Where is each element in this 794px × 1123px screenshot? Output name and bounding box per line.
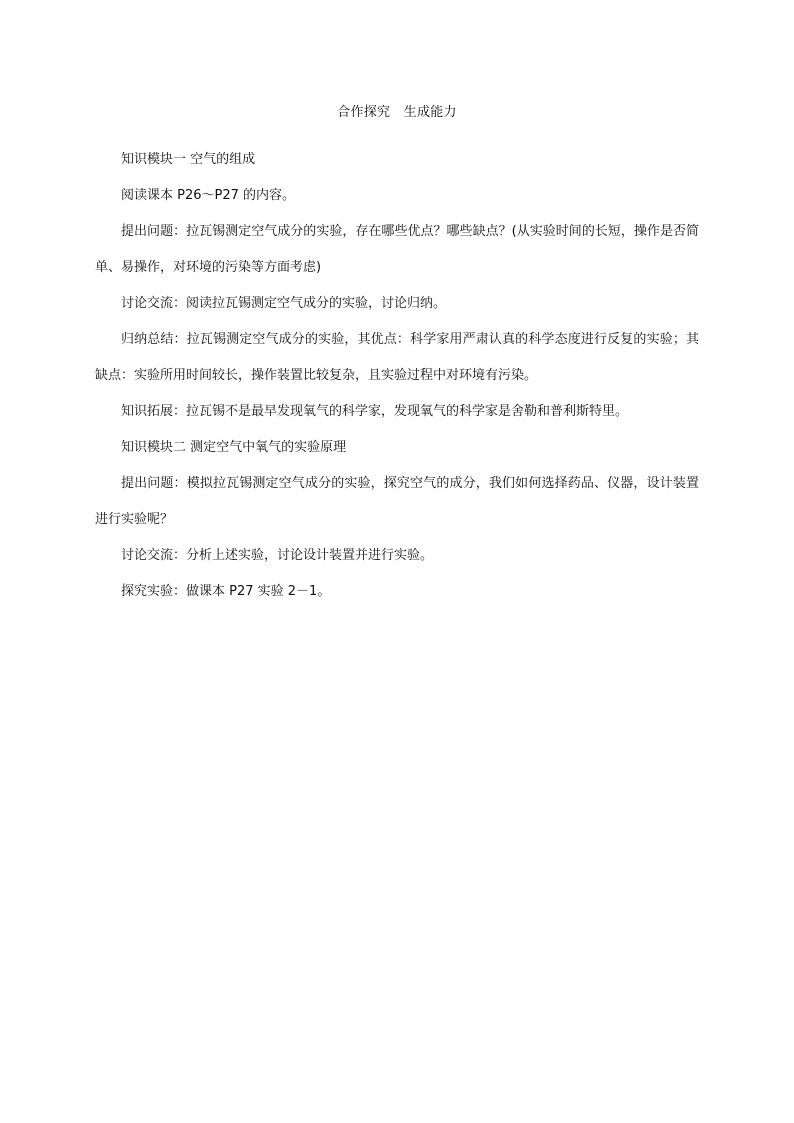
question-paragraph: 提出问题：拉瓦锡测定空气成分的实验，存在哪些优点？哪些缺点？(从实验时间的长短，操作是否简单、易操作，对环境的污染等方面考虑) [95,224,699,275]
question-paragraph-2: 提出问题：模拟拉瓦锡测定空气成分的实验，探究空气的成分，我们如何选择药品、仪器，设计装置进行实验呢？ [95,476,699,527]
discussion-paragraph-2: 讨论交流：分析上述实验，讨论设计装置并进行实验。 [121,548,434,563]
reading-instruction: 阅读课本 P26～P27 的内容。 [121,188,296,203]
section-heading-air-composition: 知识模块一 空气的组成 [121,152,256,167]
extension-paragraph: 知识拓展：拉瓦锡不是最早发现氧气的科学家，发现氧气的科学家是舍勒和普利斯特里。 [121,404,629,419]
summary-paragraph: 归纳总结：拉瓦锡测定空气成分的实验，其优点：科学家用严肃认真的科学态度进行反复的实验；其缺点：实验所用时间较长，操作装置比较复杂，且实验过程中对环境有污染。 [95,332,699,383]
discussion-paragraph: 讨论交流：阅读拉瓦锡测定空气成分的实验，讨论归纳。 [121,296,447,311]
document-title: 合作探究 生成能力 [337,105,457,120]
section-heading-oxygen-principle: 知识模块二 测定空气中氧气的实验原理 [121,440,347,455]
document-body [95,142,699,610]
experiment-paragraph: 探究实验：做课本 P27 实验 2－1。 [121,584,331,599]
